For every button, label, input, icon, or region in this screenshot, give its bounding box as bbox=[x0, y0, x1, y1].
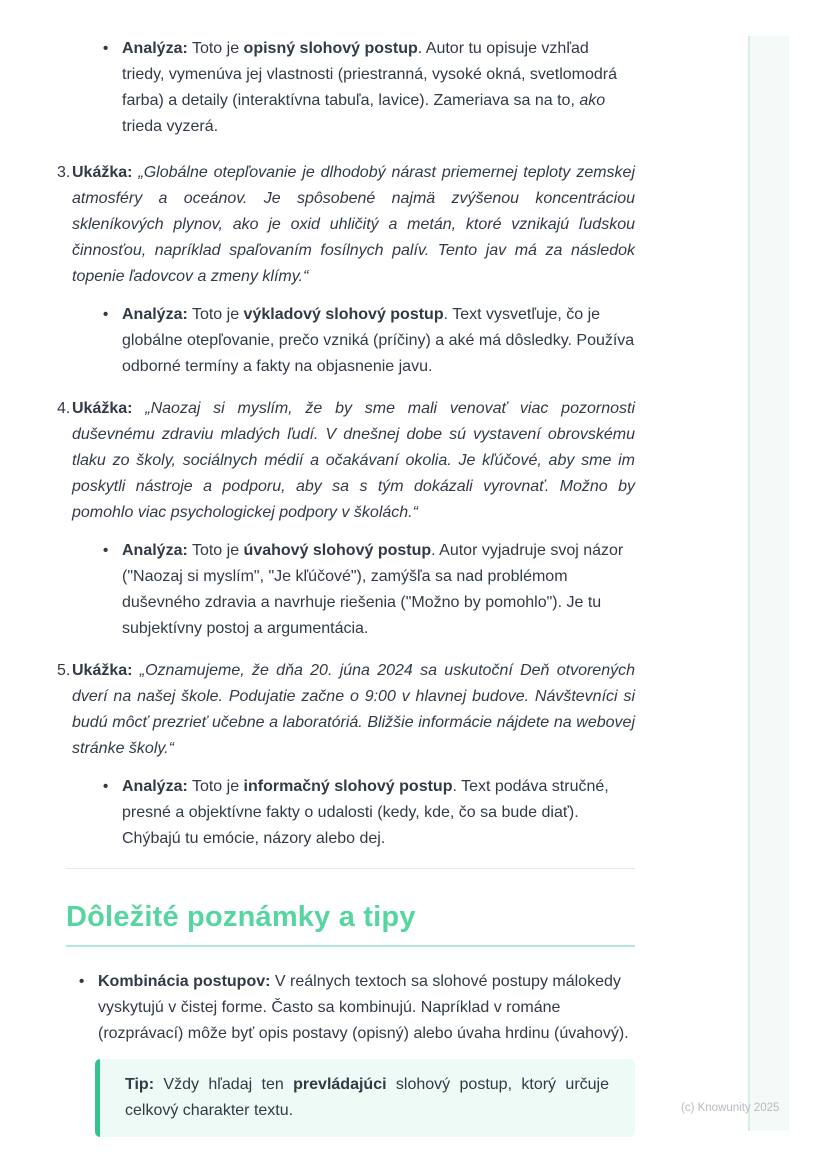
analysis-type: informačný slohový postup bbox=[243, 778, 453, 795]
bullet-icon: • bbox=[79, 973, 85, 990]
example-paragraph bbox=[72, 658, 635, 762]
example-quote: „Globálne otepľovanie je dlhodobý nárast priemernej teploty zemskej atmosféry a oceánov. Je spôsobené najmä zvýšenou koncentráciou skleníkových plynov, ako je oxid uhličitý a metán, ktoré vznikajú ľudskou činnosťou, napríklad spaľovaním fosílnych palív. Tento jav má za následok topenie ľadovcov a zmeny klímy.“ bbox=[72, 164, 635, 285]
notes-label: Kombinácia postupov: bbox=[98, 973, 271, 990]
analysis-label: Analýza: bbox=[122, 778, 188, 795]
example-quote-row bbox=[57, 658, 635, 762]
analysis-type: úvahový slohový postup bbox=[243, 542, 432, 559]
example-quote-row bbox=[57, 160, 635, 290]
tip-lead: Vždy hľadaj ten bbox=[154, 1076, 294, 1093]
tip-bold-word: prevládajúci bbox=[293, 1076, 387, 1093]
analysis-bullet bbox=[57, 774, 635, 852]
notes-paragraph bbox=[98, 969, 635, 1047]
notes-bullet bbox=[57, 969, 635, 1047]
tip-paragraph bbox=[125, 1072, 609, 1124]
example-quote: „Oznamujeme, že dňa 20. júna 2024 sa uskutoční Deň otvorených dverí na našej škole. Podujatie začne o 9:00 v hlavnej budove. Návštevníci si budú môcť prezrieť učebne a laboratóriá. Bližšie informácie nájdete na webovej stránke školy.“ bbox=[72, 662, 635, 757]
section-divider bbox=[66, 868, 635, 869]
example-item-5 bbox=[57, 658, 635, 852]
analysis-lead: Toto je bbox=[187, 306, 244, 323]
page-edge-highlight bbox=[748, 36, 789, 1131]
bullet-icon: • bbox=[103, 40, 109, 57]
example-label: Ukážka: bbox=[72, 400, 133, 417]
example-label: Ukážka: bbox=[72, 164, 133, 181]
example-paragraph bbox=[72, 396, 635, 526]
analysis-tail: trieda vyzerá. bbox=[122, 118, 219, 135]
analysis-type: výkladový slohový postup bbox=[243, 306, 444, 323]
analysis-bullet bbox=[57, 538, 635, 642]
example-item-4 bbox=[57, 396, 635, 642]
analysis-paragraph bbox=[122, 36, 635, 140]
analysis-lead: Toto je bbox=[187, 542, 244, 559]
list-number: 3. bbox=[57, 164, 71, 181]
watermark: (c) Knowunity 2025 bbox=[681, 1102, 780, 1114]
tip-rest: slohový postup, ktorý určuje celkový charakter textu. bbox=[125, 1076, 610, 1119]
analysis-paragraph bbox=[122, 302, 635, 380]
heading-underline bbox=[66, 945, 635, 947]
analysis-label: Analýza: bbox=[122, 542, 188, 559]
list-number: 4. bbox=[57, 400, 71, 417]
analysis-lead: Toto je bbox=[187, 778, 244, 795]
bullet-icon: • bbox=[103, 306, 109, 323]
document-content bbox=[57, 36, 635, 1137]
example-quote-row bbox=[57, 396, 635, 526]
analysis-rest: . Autor vyjadruje svoj názor ("Naozaj si myslím", "Je kľúčové"), zamýšľa sa nad problémom duševného zdravia a navrhuje riešenia ("Možno by pomohlo"). Je tu subjektívny postoj a argumentácia. bbox=[122, 542, 624, 637]
analysis-italic-word: ako bbox=[579, 92, 606, 109]
analysis-lead: Toto je bbox=[187, 40, 244, 57]
notes-section bbox=[57, 969, 635, 1047]
example-item-3 bbox=[57, 160, 635, 380]
analysis-paragraph bbox=[122, 538, 635, 642]
analysis-type: opisný slohový postup bbox=[243, 40, 418, 57]
notes-text: V reálnych textoch sa slohové postupy málokedy vyskytujú v čistej forme. Často sa kombinujú. Napríklad v románe (rozprávací) môže byť opis postavy (opisný) alebo úvaha hrdinu (úvahový). bbox=[98, 973, 629, 1042]
analysis-rest: . Text vysvetľuje, čo je globálne otepľovanie, prečo vzniká (príčiny) a aké má dôsledky. Používa odborné termíny a fakty na objasnenie javu. bbox=[122, 306, 635, 375]
bullet-icon: • bbox=[103, 778, 109, 795]
analysis-label: Analýza: bbox=[122, 306, 188, 323]
example-label: Ukážka: bbox=[72, 662, 133, 679]
example-paragraph bbox=[72, 160, 635, 290]
analysis-label: Analýza: bbox=[122, 40, 188, 57]
analysis-paragraph bbox=[122, 774, 635, 852]
example-quote: „Naozaj si myslím, že by sme mali venovať viac pozornosti duševnému zdraviu mladých ľudí. V dnešnej dobe sú vystavení obrovskému tlaku zo školy, sociálnych médií a očakávaní okolia. Je kľúčové, aby sme im poskytli nástroje a podporu, aby sa s tým dokázali vyrovnať. Možno by pomohlo viac psychologickej podpory v školách.“ bbox=[72, 400, 635, 521]
analysis-bullet bbox=[57, 302, 635, 380]
analysis-rest: . Text podáva stručné, presné a objektívne fakty o udalosti (kedy, kde, čo sa bude diať). Chýbajú tu emócie, názory alebo dej. bbox=[122, 778, 609, 847]
section-heading: Dôležité poznámky a tipy bbox=[66, 901, 416, 933]
tip-label: Tip: bbox=[125, 1076, 155, 1093]
bullet-icon: • bbox=[103, 542, 109, 559]
list-number: 5. bbox=[57, 662, 71, 679]
tip-callout bbox=[95, 1059, 635, 1137]
analysis-bullet-intro bbox=[57, 36, 635, 140]
analysis-mid: . Autor tu opisuje vzhľad triedy, vymenúva jej vlastnosti (priestranná, vysoké okná, svetlomodrá farba) a detaily (interaktívna tabuľa, lavice). Zameriava sa na to, bbox=[122, 40, 618, 109]
